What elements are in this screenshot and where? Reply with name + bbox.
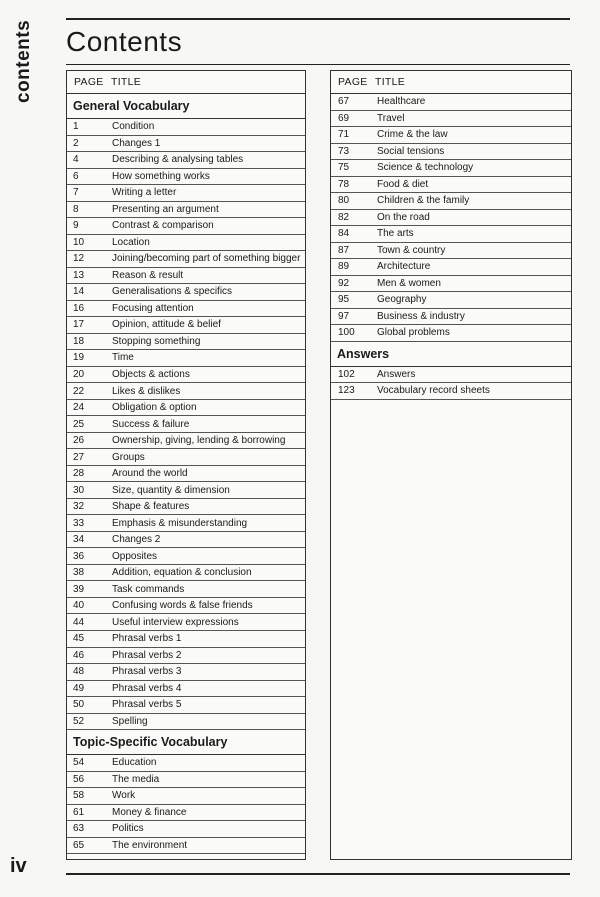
contents-entry (67, 581, 305, 598)
entry-page-number: 75 (338, 162, 350, 174)
contents-entry (67, 202, 305, 219)
entry-page-number: 87 (338, 244, 350, 256)
entry-page-number: 34 (73, 534, 85, 546)
entry-title: Size, quantity & dimension (112, 484, 230, 496)
entry-title: Writing a letter (112, 187, 177, 199)
entry-page-number: 18 (73, 335, 85, 347)
header-title: TITLE (375, 76, 406, 88)
entry-title: Work (112, 790, 136, 802)
entry-title: Confusing words & false friends (112, 600, 253, 612)
title-rule (66, 64, 570, 65)
entry-title: Children & the family (377, 195, 470, 207)
entry-title: Changes 2 (112, 534, 161, 546)
entry-page-number: 100 (338, 327, 355, 339)
entry-title: The environment (112, 839, 188, 851)
entry-page-number: 52 (73, 715, 85, 727)
entry-title: Generalisations & specifics (112, 286, 233, 298)
header-page: PAGE (74, 76, 104, 88)
entry-title: Opposites (112, 550, 158, 562)
entry-title: Spelling (112, 715, 148, 727)
contents-entry (67, 185, 305, 202)
entry-page-number: 97 (338, 310, 350, 322)
entry-title: Location (112, 236, 150, 248)
entry-page-number: 12 (73, 253, 85, 265)
contents-entry (67, 251, 305, 268)
contents-entry (67, 598, 305, 615)
contents-entry (67, 548, 305, 565)
entry-title: Phrasal verbs 4 (112, 682, 182, 694)
entry-title: Geography (377, 294, 427, 306)
entry-title: Task commands (112, 583, 185, 595)
entry-page-number: 46 (73, 649, 85, 661)
entry-title: Emphasis & misunderstanding (112, 517, 248, 529)
entry-title: Time (112, 352, 134, 364)
entry-title: Focusing attention (112, 302, 194, 314)
contents-entry (67, 697, 305, 714)
entry-page-number: 69 (338, 112, 350, 124)
entry-title: Condition (112, 121, 155, 133)
entry-page-number: 26 (73, 435, 85, 447)
entry-page-number: 16 (73, 302, 85, 314)
contents-entry (67, 821, 305, 838)
contents-entry (67, 788, 305, 805)
contents-entry (67, 400, 305, 417)
contents-entry (67, 482, 305, 499)
contents-entry (67, 301, 305, 318)
entry-page-number: 44 (73, 616, 85, 628)
entry-title: The media (112, 773, 160, 785)
contents-entry (67, 664, 305, 681)
entry-title: Likes & dislikes (112, 385, 181, 397)
entry-page-number: 95 (338, 294, 350, 306)
entry-page-number: 24 (73, 402, 85, 414)
entry-page-number: 63 (73, 823, 85, 835)
entry-page-number: 48 (73, 666, 85, 678)
entry-page-number: 20 (73, 368, 85, 380)
contents-entry (67, 433, 305, 450)
contents-entry (67, 648, 305, 665)
entry-title: The arts (377, 228, 414, 240)
entry-title: Around the world (112, 468, 188, 480)
entry-title: Town & country (377, 244, 446, 256)
contents-entry (67, 416, 305, 433)
entry-title: Useful interview expressions (112, 616, 239, 628)
entry-page-number: 40 (73, 600, 85, 612)
entry-title: Obligation & option (112, 402, 197, 414)
entry-title: Science & technology (377, 162, 474, 174)
contents-entry (67, 466, 305, 483)
contents-entry (67, 772, 305, 789)
entry-page-number: 27 (73, 451, 85, 463)
entry-page-number: 8 (73, 203, 79, 215)
entry-title: Money & finance (112, 806, 187, 818)
entry-title: Answers (377, 368, 416, 380)
section-heading: Answers (331, 342, 571, 367)
contents-entry (67, 714, 305, 731)
contents-entry (331, 94, 571, 111)
entry-page-number: 19 (73, 352, 85, 364)
contents-entry (331, 276, 571, 293)
contents-entry (331, 309, 571, 326)
contents-entry (67, 268, 305, 285)
contents-entry (67, 499, 305, 516)
entry-page-number: 54 (73, 757, 85, 769)
top-rule (66, 18, 570, 20)
entry-page-number: 10 (73, 236, 85, 248)
contents-entry (331, 226, 571, 243)
contents-entry (331, 160, 571, 177)
entry-title: Addition, equation & conclusion (112, 567, 252, 579)
contents-entry (67, 367, 305, 384)
entry-page-number: 78 (338, 178, 350, 190)
entry-page-number: 14 (73, 286, 85, 298)
entry-title: Stopping something (112, 335, 201, 347)
entry-title: On the road (377, 211, 430, 223)
contents-entry (331, 243, 571, 260)
entry-page-number: 45 (73, 633, 85, 645)
entry-page-number: 33 (73, 517, 85, 529)
entry-title: Groups (112, 451, 145, 463)
entry-page-number: 82 (338, 211, 350, 223)
entry-title: Architecture (377, 261, 431, 273)
entry-title: Ownership, giving, lending & borrowing (112, 435, 286, 447)
contents-entry (67, 614, 305, 631)
contents-entry (67, 119, 305, 136)
header-title: TITLE (111, 76, 142, 88)
contents-entry (67, 755, 305, 772)
contents-entry (331, 177, 571, 194)
entry-page-number: 67 (338, 96, 350, 108)
left-contents-table (66, 70, 306, 860)
entry-page-number: 71 (338, 129, 350, 141)
page-number: iv (10, 855, 27, 877)
entry-title: Joining/becoming part of something bigger (112, 253, 301, 265)
entry-page-number: 102 (338, 368, 355, 380)
page-title: Contents (66, 26, 183, 57)
entry-title: Politics (112, 823, 144, 835)
contents-entry (67, 350, 305, 367)
entry-title: Phrasal verbs 3 (112, 666, 182, 678)
entry-title: Vocabulary record sheets (377, 385, 490, 397)
entry-title: Objects & actions (112, 368, 190, 380)
entry-title: Business & industry (377, 310, 465, 322)
contents-entry (67, 532, 305, 549)
entry-page-number: 56 (73, 773, 85, 785)
entry-page-number: 30 (73, 484, 85, 496)
contents-entry (67, 449, 305, 466)
entry-title: Healthcare (377, 96, 426, 108)
contents-entry (331, 383, 571, 400)
entry-title: Shape & features (112, 501, 190, 513)
entry-title: Food & diet (377, 178, 429, 190)
contents-entry (331, 193, 571, 210)
contents-entry (331, 127, 571, 144)
entry-page-number: 22 (73, 385, 85, 397)
contents-entry (67, 284, 305, 301)
contents-entry (331, 292, 571, 309)
entry-title: Reason & result (112, 269, 184, 281)
entry-title: Contrast & comparison (112, 220, 214, 232)
entry-title: Education (112, 757, 157, 769)
contents-entry (67, 218, 305, 235)
side-label-text: contents (13, 19, 34, 103)
entry-page-number: 17 (73, 319, 85, 331)
bottom-rule (66, 873, 570, 875)
contents-entry (331, 210, 571, 227)
entry-title: Changes 1 (112, 137, 161, 149)
contents-entry (67, 383, 305, 400)
contents-entry (67, 334, 305, 351)
entry-title: Phrasal verbs 2 (112, 649, 182, 661)
contents-entry (331, 111, 571, 128)
entry-title: Phrasal verbs 1 (112, 633, 182, 645)
entry-title: Social tensions (377, 145, 445, 157)
entry-page-number: 61 (73, 806, 85, 818)
entry-page-number: 38 (73, 567, 85, 579)
entry-page-number: 58 (73, 790, 85, 802)
contents-entry (67, 631, 305, 648)
entry-page-number: 49 (73, 682, 85, 694)
entry-title: Crime & the law (377, 129, 448, 141)
contents-entry (331, 325, 571, 342)
contents-entry (67, 169, 305, 186)
contents-entry (67, 235, 305, 252)
entry-page-number: 4 (73, 154, 79, 166)
entry-page-number: 80 (338, 195, 350, 207)
contents-entry (331, 367, 571, 384)
contents-entry (67, 565, 305, 582)
contents-entry (331, 144, 571, 161)
entry-title: Men & women (377, 277, 441, 289)
contents-entry (67, 136, 305, 153)
section-heading: General Vocabulary (67, 94, 305, 119)
table-header (67, 71, 305, 94)
entry-title: Opinion, attitude & belief (112, 319, 221, 331)
contents-entry (67, 805, 305, 822)
entry-page-number: 65 (73, 839, 85, 851)
entry-title: Travel (377, 112, 405, 124)
entry-title: Phrasal verbs 5 (112, 699, 182, 711)
entry-page-number: 28 (73, 468, 85, 480)
entry-page-number: 36 (73, 550, 85, 562)
entry-page-number: 9 (73, 220, 79, 232)
entry-page-number: 6 (73, 170, 79, 182)
entry-title: Global problems (377, 327, 450, 339)
entry-page-number: 89 (338, 261, 350, 273)
right-contents-table (330, 70, 572, 860)
side-label (13, 19, 34, 103)
entry-page-number: 84 (338, 228, 350, 240)
entry-page-number: 2 (73, 137, 79, 149)
table-header (331, 71, 571, 94)
entry-page-number: 7 (73, 187, 79, 199)
entry-title: Describing & analysing tables (112, 154, 244, 166)
contents-entry (67, 838, 305, 855)
contents-entry (67, 681, 305, 698)
contents-entry (67, 317, 305, 334)
entry-page-number: 39 (73, 583, 85, 595)
entry-page-number: 1 (73, 121, 79, 133)
header-page: PAGE (338, 76, 368, 88)
entry-page-number: 13 (73, 269, 85, 281)
entry-title: Presenting an argument (112, 203, 219, 215)
contents-entry (67, 152, 305, 169)
entry-title: Success & failure (112, 418, 190, 430)
entry-page-number: 92 (338, 277, 350, 289)
contents-entry (67, 515, 305, 532)
entry-page-number: 50 (73, 699, 85, 711)
entry-title: How something works (112, 170, 210, 182)
entry-page-number: 25 (73, 418, 85, 430)
entry-page-number: 123 (338, 385, 355, 397)
entry-page-number: 73 (338, 145, 350, 157)
contents-entry (331, 259, 571, 276)
section-heading: Topic-Specific Vocabulary (67, 730, 305, 755)
entry-page-number: 32 (73, 501, 85, 513)
